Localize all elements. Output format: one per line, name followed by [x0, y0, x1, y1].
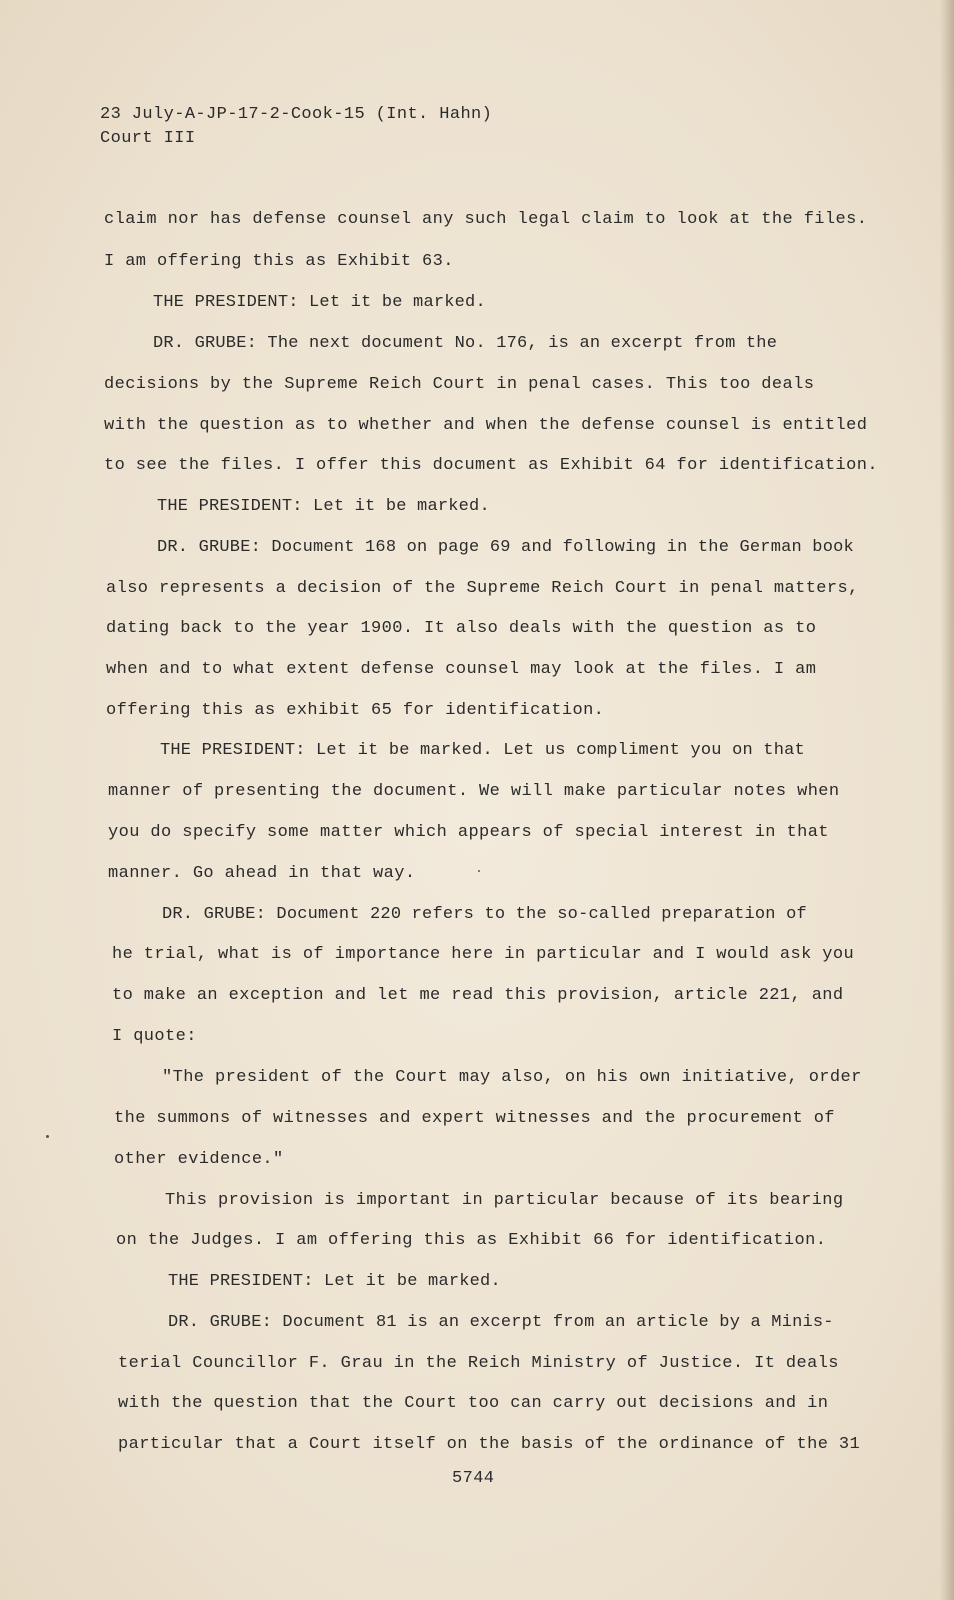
body-line: I quote:: [112, 1027, 197, 1046]
body-line: DR. GRUBE: Document 81 is an excerpt from an article by a Minis-: [168, 1313, 834, 1332]
body-line: manner. Go ahead in that way.: [108, 864, 416, 883]
body-line: THE PRESIDENT: Let it be marked. Let us compliment you on that: [160, 741, 805, 760]
body-line: DR. GRUBE: Document 168 on page 69 and following in the German book: [157, 538, 854, 557]
body-line: other evidence.": [114, 1150, 284, 1169]
header-line-1: 23 July-A-JP-17-2-Cook-15 (Int. Hahn): [100, 105, 493, 124]
body-line: you do specify some matter which appears of special interest in that: [108, 823, 829, 842]
body-line: he trial, what is of importance here in particular and I would ask you: [112, 945, 855, 964]
body-line: terial Councillor F. Grau in the Reich Ministry of Justice. It deals: [118, 1354, 839, 1373]
body-line: THE PRESIDENT: Let it be marked.: [168, 1272, 501, 1291]
body-line: claim nor has defense counsel any such legal claim to look at the files.: [104, 210, 868, 229]
paper-speck: [46, 1135, 49, 1138]
body-line: This provision is important in particular because of its bearing: [165, 1191, 844, 1210]
body-line: THE PRESIDENT: Let it be marked.: [157, 497, 490, 516]
header-line-2: Court III: [100, 129, 196, 148]
body-line: when and to what extent defense counsel may look at the files. I am: [106, 660, 817, 679]
body-line: "The president of the Court may also, on his own initiative, order: [162, 1068, 862, 1087]
body-line: DR. GRUBE: The next document No. 176, is an excerpt from the: [153, 334, 778, 353]
body-line: DR. GRUBE: Document 220 refers to the so-called preparation of: [162, 905, 807, 924]
body-line: also represents a decision of the Supreme Reich Court in penal matters,: [106, 579, 859, 598]
page-number: 5744: [452, 1469, 495, 1488]
body-line: on the Judges. I am offering this as Exhibit 66 for identification.: [116, 1231, 827, 1250]
body-line: offering this as exhibit 65 for identification.: [106, 701, 605, 720]
paper-speck: [478, 870, 480, 872]
page-edge-shadow: [940, 0, 954, 1600]
body-line: to make an exception and let me read this provision, article 221, and: [112, 986, 844, 1005]
body-line: decisions by the Supreme Reich Court in penal cases. This too deals: [104, 375, 815, 394]
body-line: the summons of witnesses and expert witnesses and the procurement of: [114, 1109, 835, 1128]
body-line: I am offering this as Exhibit 63.: [104, 252, 454, 271]
body-line: dating back to the year 1900. It also deals with the question as to: [106, 619, 817, 638]
body-line: THE PRESIDENT: Let it be marked.: [153, 293, 486, 312]
body-line: with the question that the Court too can carry out decisions and in: [118, 1394, 829, 1413]
body-line: to see the files. I offer this document as Exhibit 64 for identification.: [104, 456, 878, 475]
body-line: manner of presenting the document. We will make particular notes when: [108, 782, 840, 801]
body-line: with the question as to whether and when the defense counsel is entitled: [104, 416, 868, 435]
body-line: particular that a Court itself on the basis of the ordinance of the 31: [118, 1435, 861, 1454]
